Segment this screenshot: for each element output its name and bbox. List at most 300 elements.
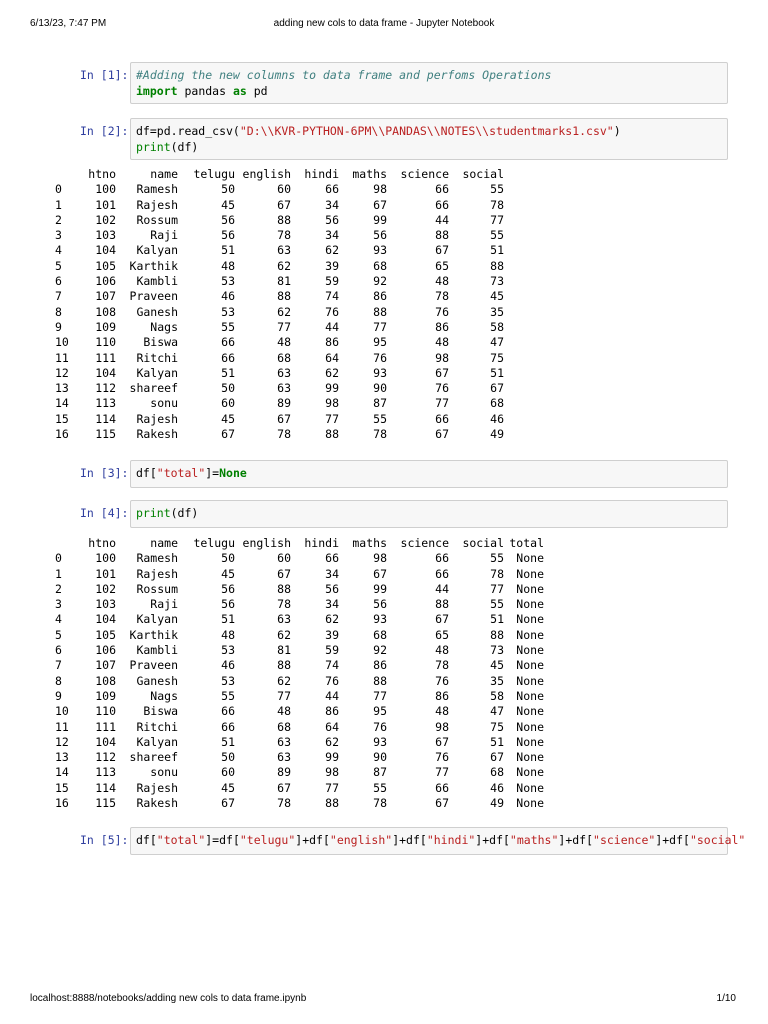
table-cell: 100: [95, 551, 116, 566]
column-header-htno: htno: [88, 536, 116, 550]
table-cell: 88: [490, 627, 504, 642]
table-cell: Praveen: [129, 289, 178, 304]
total-cell: None: [516, 719, 544, 734]
table-cell: 46: [221, 289, 235, 304]
table-cell: 48: [277, 335, 291, 350]
table-cell: 93: [373, 734, 387, 749]
code-string: "english": [329, 833, 393, 847]
table-cell: 39: [325, 627, 339, 642]
code-string: "D:\\KVR-PYTHON-6PM\\PANDAS\\NOTES\\studentmarks1.csv": [239, 124, 614, 138]
row-index: 7: [55, 658, 62, 673]
table-cell: 110: [95, 335, 116, 350]
table-cell: 51: [490, 243, 504, 258]
page-title: adding new cols to data frame - Jupyter Notebook: [273, 18, 495, 29]
table-cell: 115: [95, 427, 116, 442]
table-cell: 67: [435, 734, 449, 749]
table-cell: 78: [277, 427, 291, 442]
row-index: 15: [55, 780, 69, 795]
table-cell: 102: [95, 212, 116, 227]
table-cell: Rajesh: [136, 780, 178, 795]
column-header-htno: htno: [88, 167, 116, 181]
table-cell: Nags: [150, 688, 178, 703]
table-cell: 77: [373, 688, 387, 703]
table-cell: 107: [95, 658, 116, 673]
table-cell: 62: [277, 673, 291, 688]
table-cell: 98: [325, 765, 339, 780]
table-cell: 48: [435, 643, 449, 658]
table-cell: 62: [325, 243, 339, 258]
table-cell: 67: [435, 612, 449, 627]
table-cell: 105: [95, 258, 116, 273]
table-cell: 60: [277, 551, 291, 566]
column-header-name: name: [150, 536, 178, 550]
table-row: [55, 720, 544, 735]
cell-prompt: In [3]:: [80, 466, 129, 480]
table-cell: 53: [221, 643, 235, 658]
table-cell: 86: [435, 319, 449, 334]
row-index: 8: [55, 304, 62, 319]
table-cell: 89: [277, 765, 291, 780]
table-cell: 63: [277, 365, 291, 380]
table-cell: 112: [95, 750, 116, 765]
table-cell: 77: [373, 319, 387, 334]
code-text: ]+df[: [558, 833, 594, 847]
table-cell: 101: [95, 197, 116, 212]
table-row: [55, 689, 544, 704]
table-cell: 98: [373, 182, 387, 197]
code-comment: #Adding the new columns to data frame and perfoms Operations: [136, 68, 552, 82]
table-cell: 45: [221, 566, 235, 581]
table-cell: 55: [490, 228, 504, 243]
table-cell: 63: [277, 381, 291, 396]
row-index: 13: [55, 381, 69, 396]
table-cell: 51: [221, 365, 235, 380]
table-cell: 66: [221, 704, 235, 719]
table-cell: Raji: [150, 228, 178, 243]
code-text: ]+df[: [295, 833, 330, 847]
row-index: 16: [55, 427, 69, 442]
table-cell: 60: [277, 182, 291, 197]
table-cell: 76: [325, 673, 339, 688]
table-cell: 77: [490, 581, 504, 596]
table-cell: 58: [490, 688, 504, 703]
table-cell: 64: [325, 719, 339, 734]
table-cell: 44: [435, 581, 449, 596]
index-header: [55, 167, 82, 182]
table-cell: Kambli: [136, 274, 178, 289]
table-cell: 66: [435, 197, 449, 212]
table-cell: 67: [373, 197, 387, 212]
table-cell: 55: [490, 182, 504, 197]
table-row: [55, 305, 504, 320]
table-cell: 68: [490, 396, 504, 411]
table-cell: 76: [435, 304, 449, 319]
table-cell: 49: [490, 796, 504, 811]
code-input[interactable]: [130, 62, 728, 104]
table-cell: 67: [221, 427, 235, 442]
row-index: 7: [55, 289, 62, 304]
table-cell: 95: [373, 335, 387, 350]
code-text: ]=df[: [205, 833, 240, 847]
table-cell: 98: [435, 719, 449, 734]
table-cell: Rajesh: [136, 566, 178, 581]
table-row: [55, 704, 544, 719]
table-cell: 100: [95, 182, 116, 197]
table-cell: 63: [277, 612, 291, 627]
code-string: "telugu": [239, 833, 296, 847]
table-cell: 35: [490, 304, 504, 319]
table-cell: 68: [373, 258, 387, 273]
table-cell: 55: [221, 319, 235, 334]
table-cell: 76: [325, 304, 339, 319]
dataframe-output-2: [55, 536, 544, 811]
column-header-maths: maths: [352, 167, 387, 181]
table-cell: 67: [277, 780, 291, 795]
table-cell: 75: [490, 350, 504, 365]
column-header-hindi: hindi: [304, 167, 339, 181]
row-index: 1: [55, 197, 62, 212]
table-cell: 78: [373, 796, 387, 811]
code-builtin: print: [136, 506, 171, 520]
row-index: 2: [55, 581, 62, 596]
column-header-telugu: telugu: [193, 536, 235, 550]
table-cell: 104: [95, 243, 116, 258]
table-cell: 67: [490, 381, 504, 396]
table-cell: 115: [95, 796, 116, 811]
table-cell: 93: [373, 243, 387, 258]
code-input[interactable]: [130, 827, 746, 855]
total-cell: None: [516, 780, 544, 795]
table-cell: 86: [325, 335, 339, 350]
table-cell: 68: [277, 350, 291, 365]
table-cell: 47: [490, 335, 504, 350]
total-cell: None: [516, 688, 544, 703]
total-cell: None: [516, 704, 544, 719]
row-index: 14: [55, 396, 69, 411]
code-text: pd: [246, 84, 268, 98]
table-cell: 78: [277, 228, 291, 243]
code-input[interactable]: [130, 500, 728, 528]
code-text: df[: [136, 466, 157, 480]
table-cell: 50: [221, 381, 235, 396]
table-cell: 63: [277, 734, 291, 749]
table-cell: Kalyan: [136, 365, 178, 380]
table-cell: Rajesh: [136, 411, 178, 426]
table-cell: 98: [373, 551, 387, 566]
table-cell: 90: [373, 750, 387, 765]
code-string: "social": [689, 833, 746, 847]
table-cell: Nags: [150, 319, 178, 334]
table-cell: 68: [277, 719, 291, 734]
table-cell: 47: [490, 704, 504, 719]
table-cell: 104: [95, 365, 116, 380]
code-text: ]+df[: [392, 833, 427, 847]
table-cell: 55: [221, 688, 235, 703]
table-cell: 45: [221, 411, 235, 426]
table-cell: 66: [325, 182, 339, 197]
row-index: 4: [55, 612, 62, 627]
table-cell: 76: [435, 750, 449, 765]
table-cell: 67: [490, 750, 504, 765]
table-row: [55, 551, 544, 566]
total-cell: None: [516, 597, 544, 612]
total-cell: None: [516, 566, 544, 581]
table-row: [55, 796, 544, 811]
table-cell: 66: [435, 566, 449, 581]
code-text: (df): [170, 506, 199, 520]
table-cell: 74: [325, 658, 339, 673]
table-cell: 67: [435, 796, 449, 811]
table-cell: 34: [325, 197, 339, 212]
table-cell: sonu: [150, 396, 178, 411]
table-cell: 62: [325, 612, 339, 627]
table-cell: 34: [325, 566, 339, 581]
table-cell: 109: [95, 319, 116, 334]
total-cell: None: [516, 765, 544, 780]
row-index: 15: [55, 411, 69, 426]
table-cell: 48: [221, 258, 235, 273]
table-row: [55, 674, 544, 689]
table-cell: 88: [325, 796, 339, 811]
table-cell: 93: [373, 365, 387, 380]
row-index: 12: [55, 734, 69, 749]
table-cell: 45: [221, 780, 235, 795]
table-row: [55, 396, 504, 411]
table-cell: 51: [221, 612, 235, 627]
table-cell: 86: [373, 658, 387, 673]
table-cell: 88: [373, 304, 387, 319]
table-row: [55, 243, 504, 258]
table-cell: 56: [325, 581, 339, 596]
table-cell: 76: [373, 719, 387, 734]
table-cell: Biswa: [143, 335, 178, 350]
table-row: [55, 427, 504, 442]
table-cell: 93: [373, 612, 387, 627]
table-cell: 67: [435, 427, 449, 442]
table-cell: Praveen: [129, 658, 178, 673]
code-keyword: as: [232, 84, 247, 98]
row-index: 1: [55, 566, 62, 581]
table-cell: 44: [325, 319, 339, 334]
table-cell: 95: [373, 704, 387, 719]
table-cell: Ramesh: [136, 182, 178, 197]
table-cell: 87: [373, 396, 387, 411]
table-cell: 44: [325, 688, 339, 703]
code-string: "science": [593, 833, 656, 847]
table-cell: 78: [490, 566, 504, 581]
table-cell: 92: [373, 643, 387, 658]
table-cell: Karthik: [129, 258, 178, 273]
table-cell: Ritchi: [136, 719, 178, 734]
table-cell: 45: [221, 197, 235, 212]
code-text: pandas: [177, 84, 233, 98]
table-cell: 66: [435, 182, 449, 197]
table-cell: 77: [325, 780, 339, 795]
table-cell: Ganesh: [136, 304, 178, 319]
table-cell: 88: [373, 673, 387, 688]
table-header: [55, 167, 504, 182]
code-input[interactable]: [130, 460, 728, 488]
total-cell: None: [516, 612, 544, 627]
table-row: [55, 750, 544, 765]
code-text: (df): [170, 140, 199, 154]
table-cell: 92: [373, 274, 387, 289]
table-cell: Biswa: [143, 704, 178, 719]
table-cell: Rakesh: [136, 427, 178, 442]
table-row: [55, 781, 544, 796]
table-cell: 108: [95, 304, 116, 319]
table-cell: 62: [277, 258, 291, 273]
table-cell: 88: [490, 258, 504, 273]
table-cell: Ganesh: [136, 673, 178, 688]
table-cell: 74: [325, 289, 339, 304]
code-builtin: print: [136, 140, 171, 154]
column-header-english: english: [242, 536, 291, 550]
table-cell: 67: [221, 796, 235, 811]
table-row: [55, 597, 544, 612]
table-cell: 35: [490, 673, 504, 688]
cell-prompt: In [4]:: [80, 506, 129, 520]
table-cell: Rossum: [136, 212, 178, 227]
column-header-english: english: [242, 167, 291, 181]
code-text: ]+df[: [475, 833, 510, 847]
table-cell: Raji: [150, 597, 178, 612]
table-cell: 51: [490, 612, 504, 627]
table-cell: 58: [490, 319, 504, 334]
row-index: 2: [55, 212, 62, 227]
code-text: ]=: [205, 466, 220, 480]
column-header-social: social: [462, 167, 504, 181]
column-header-name: name: [150, 167, 178, 181]
code-input[interactable]: [130, 118, 728, 160]
table-cell: 56: [221, 212, 235, 227]
table-cell: 78: [277, 796, 291, 811]
table-cell: 98: [325, 396, 339, 411]
table-cell: 86: [435, 688, 449, 703]
table-cell: 66: [221, 335, 235, 350]
table-cell: 56: [325, 212, 339, 227]
table-cell: Kalyan: [136, 243, 178, 258]
table-cell: 103: [95, 228, 116, 243]
table-row: [55, 198, 504, 213]
table-cell: 73: [490, 643, 504, 658]
table-cell: 77: [490, 212, 504, 227]
page-number: 1/10: [716, 993, 736, 1004]
table-cell: 48: [277, 704, 291, 719]
table-cell: 76: [435, 673, 449, 688]
table-cell: Ritchi: [136, 350, 178, 365]
column-header-science: science: [400, 536, 449, 550]
print-date: 6/13/23, 7:47 PM: [30, 18, 107, 29]
table-cell: 49: [490, 427, 504, 442]
table-cell: Ramesh: [136, 551, 178, 566]
cell-prompt: In [2]:: [80, 124, 129, 138]
table-cell: 98: [435, 350, 449, 365]
row-index: 0: [55, 182, 62, 197]
table-cell: 89: [277, 396, 291, 411]
table-cell: 67: [373, 566, 387, 581]
table-cell: 103: [95, 597, 116, 612]
table-cell: 44: [435, 212, 449, 227]
total-cell: None: [516, 734, 544, 749]
table-cell: 45: [490, 658, 504, 673]
table-cell: 76: [435, 381, 449, 396]
table-cell: shareef: [129, 750, 178, 765]
table-cell: 46: [490, 780, 504, 795]
row-index: 14: [55, 765, 69, 780]
table-cell: 48: [435, 704, 449, 719]
table-cell: 99: [325, 381, 339, 396]
table-cell: 113: [95, 396, 116, 411]
total-cell: None: [516, 750, 544, 765]
table-cell: Rakesh: [136, 796, 178, 811]
table-cell: 46: [221, 658, 235, 673]
table-cell: 67: [435, 243, 449, 258]
table-cell: 55: [373, 411, 387, 426]
table-cell: 86: [373, 289, 387, 304]
total-cell: None: [516, 673, 544, 688]
table-row: [55, 412, 504, 427]
table-cell: 62: [325, 365, 339, 380]
table-cell: 67: [277, 411, 291, 426]
table-row: [55, 658, 544, 673]
table-cell: 56: [373, 228, 387, 243]
row-index: 13: [55, 750, 69, 765]
table-cell: Kalyan: [136, 612, 178, 627]
table-cell: 104: [95, 734, 116, 749]
table-cell: Kalyan: [136, 734, 178, 749]
table-cell: 53: [221, 274, 235, 289]
table-row: [55, 381, 504, 396]
row-index: 5: [55, 258, 62, 273]
code-string: "total": [156, 833, 206, 847]
table-cell: 51: [490, 734, 504, 749]
code-text: ]+df[: [655, 833, 690, 847]
table-cell: 34: [325, 228, 339, 243]
row-index: 3: [55, 597, 62, 612]
table-cell: 55: [490, 597, 504, 612]
table-cell: 75: [490, 719, 504, 734]
table-cell: 67: [277, 566, 291, 581]
code-string: "hindi": [426, 833, 476, 847]
table-cell: 88: [435, 228, 449, 243]
row-index: 10: [55, 335, 69, 350]
table-cell: 53: [221, 673, 235, 688]
page-url: localhost:8888/notebooks/adding new cols to data frame.ipynb: [30, 993, 307, 1004]
table-cell: 48: [435, 335, 449, 350]
table-cell: 51: [490, 365, 504, 380]
table-cell: 88: [435, 597, 449, 612]
total-cell: None: [516, 658, 544, 673]
table-cell: 56: [221, 597, 235, 612]
total-cell: None: [516, 581, 544, 596]
total-cell: None: [516, 627, 544, 642]
table-header: [55, 536, 544, 551]
code-string: "total": [156, 466, 206, 480]
table-row: [55, 366, 504, 381]
table-row: [55, 765, 544, 780]
table-cell: 99: [373, 581, 387, 596]
table-cell: 68: [373, 627, 387, 642]
table-cell: 77: [435, 765, 449, 780]
table-cell: 56: [221, 228, 235, 243]
table-cell: 114: [95, 780, 116, 795]
total-cell: None: [516, 551, 544, 566]
table-cell: 88: [277, 212, 291, 227]
table-cell: 81: [277, 274, 291, 289]
row-index: 3: [55, 228, 62, 243]
cell-prompt: In [1]:: [80, 68, 129, 82]
